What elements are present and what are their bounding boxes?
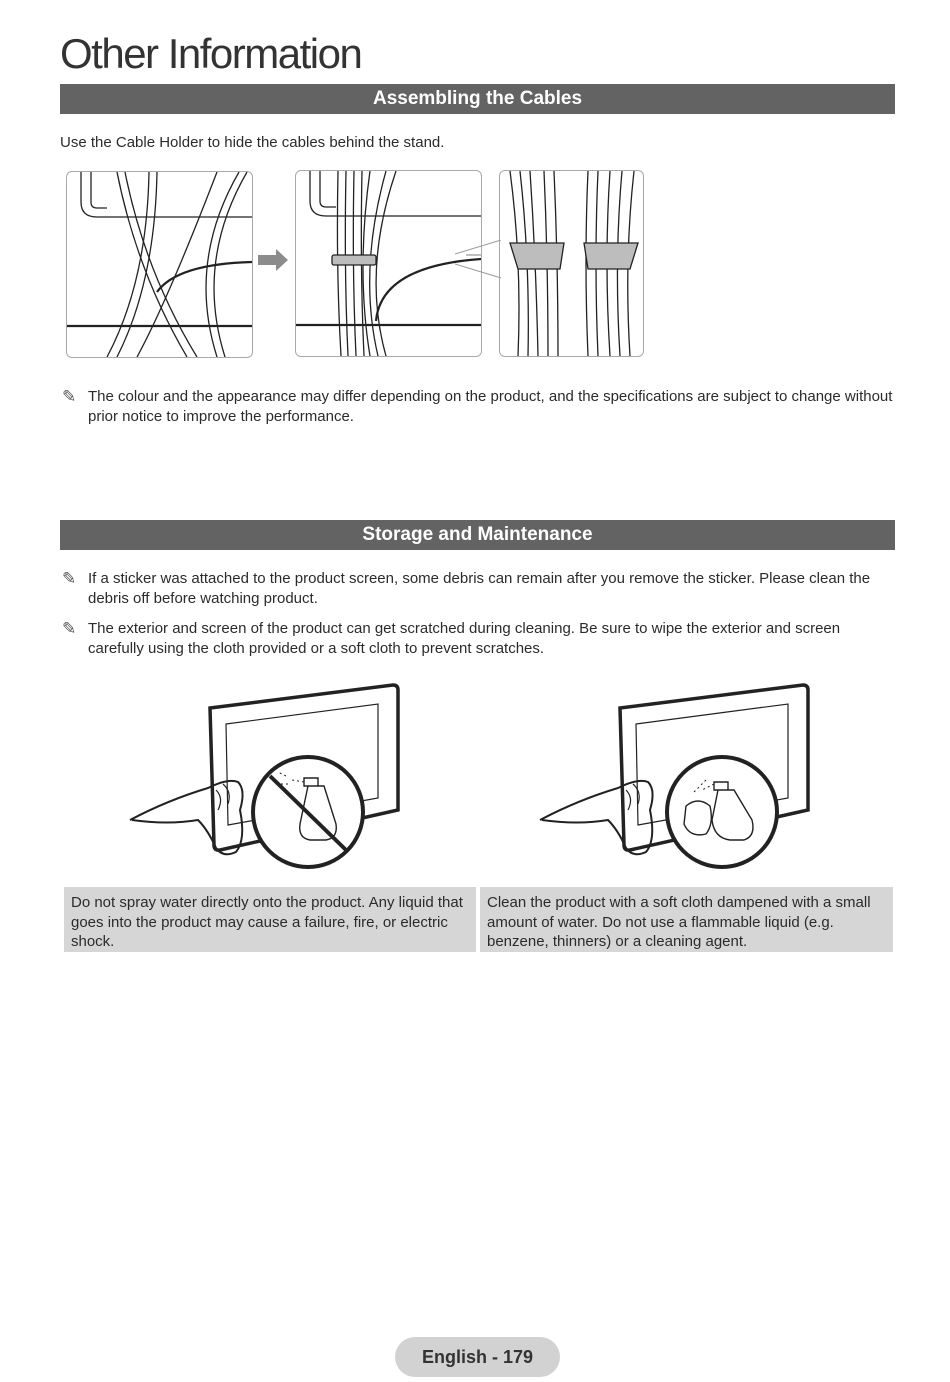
soft-cloth-illustration xyxy=(538,680,818,880)
cables-after-illustration xyxy=(295,170,482,357)
cables-intro: Use the Cable Holder to hide the cables behind the stand. xyxy=(60,134,445,151)
section-heading-storage: Storage and Maintenance xyxy=(60,520,895,550)
zoom-connector xyxy=(455,240,503,285)
cables-note-text: The colour and the appearance may differ depending on the product, and the specifications are subject to change without prior notice to improve the performance. xyxy=(88,388,893,425)
cables-note xyxy=(62,387,897,426)
section-heading-cables: Assembling the Cables xyxy=(60,84,895,114)
pencil-note-icon: ✎ xyxy=(62,387,77,406)
page-title: Other Information xyxy=(60,30,362,77)
page-number-badge: English - 179 xyxy=(395,1337,560,1377)
pencil-note-icon: ✎ xyxy=(62,619,77,638)
right-arrow-icon xyxy=(258,249,288,276)
no-spray-illustration xyxy=(128,680,408,880)
cable-holder-closeup-illustration xyxy=(499,170,644,357)
caption-no-spray: Do not spray water directly onto the product. Any liquid that goes into the product may cause a failure, fire, or electric shock. xyxy=(64,887,476,952)
storage-note-1-text: If a sticker was attached to the product screen, some debris can remain after you remove the sticker. Please clean the debris off before watching product. xyxy=(88,570,871,607)
cables-before-illustration xyxy=(66,171,253,358)
storage-note-2 xyxy=(62,619,897,658)
pencil-note-icon: ✎ xyxy=(62,569,77,588)
storage-note-1 xyxy=(62,569,897,608)
caption-soft-cloth: Clean the product with a soft cloth dampened with a small amount of water. Do not use a flammable liquid (e.g. benzene, thinners) or a cleaning agent. xyxy=(480,887,893,952)
storage-note-2-text: The exterior and screen of the product can get scratched during cleaning. Be sure to wipe the exterior and screen carefully using the cloth provided or a soft cloth to prevent scratches. xyxy=(88,620,841,657)
